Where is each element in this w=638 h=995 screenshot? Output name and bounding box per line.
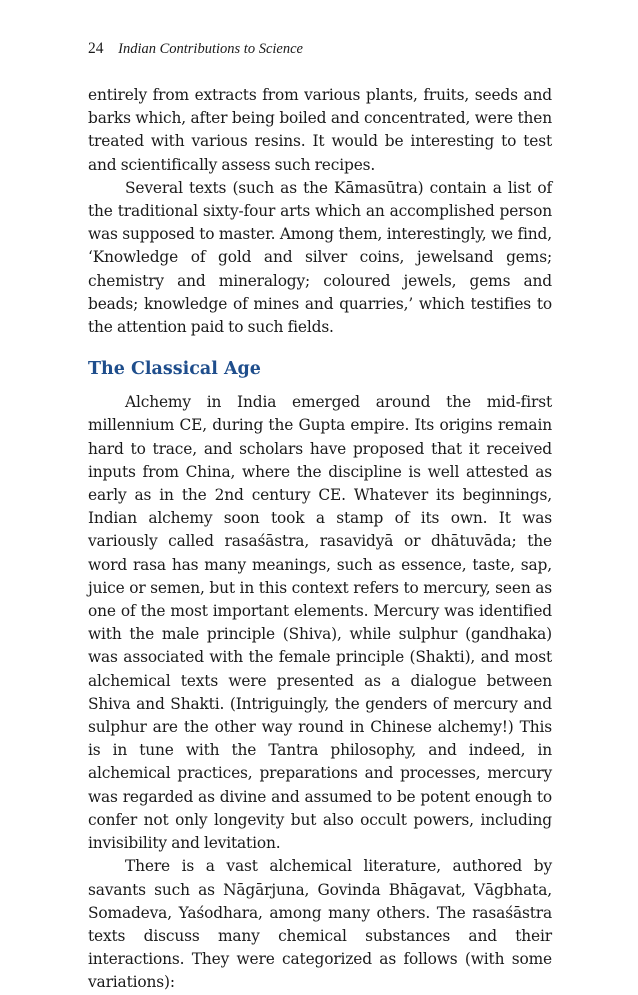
paragraph-alchemical-literature: There is a vast alchemical literature, authored by savants such as Nāgārjuna, Govinda Bhāgavat, Vāgbhata, Somadeva, Yaśodhara, among many others. The rasaśāstra texts discuss many chemical substances and their interactions. They were categorized as follows (with some variations):: [88, 857, 552, 992]
running-title: Indian Contributions to Science: [118, 41, 303, 57]
paragraph-sixty-four-arts: Several texts (such as the Kāmasūtra) contain a list of the traditional sixty-four arts which an accomplished person was supposed to master. Among them, interestingly, we find, ‘Knowledge of gold and silver coins, jewelsand gems; chemistry and mineralogy; coloured jewels, gems and beads; knowledge of mines and quarries,’ which testifies to the attention paid to such fields.: [88, 178, 552, 337]
section-heading: The Classical Age: [88, 359, 261, 380]
running-header: [88, 40, 303, 58]
paragraph-alchemy-origins: Alchemy in India emerged around the mid-first millennium CE, during the Gupta empire. Its origins remain hard to trace, and scholars have proposed that it received inputs from China, where the discipline is well attested as early as in the 2nd century CE. Whatever its beginnings, Indian alchemy soon took a stamp of its own. It was variously called rasaśāstra, rasavidyā or dhātuvāda; the word rasa has many meanings, such as essence, taste, sap, juice or semen, but in this context refers to mercury, seen as one of the most important elements. Mercury was identified with the male principle (Shiva), while sulphur (gandhaka) was associated with the female principle (Shakti), and most alchemical texts were presented as a dialogue between Shiva and Shakti. (Intriguingly, the genders of mercury and sulphur are the other way round in Chinese alchemy!) This is in tune with the Tantra philosophy, and indeed, in alchemical practices, preparations and processes, mercury was regarded as divine and assumed to be potent enough to confer not only longevity but also occult powers, including invisibility and levitation.: [88, 393, 552, 853]
paragraph-continued: entirely from extracts from various plants, fruits, seeds and barks which, after being boiled and concentrated, were then treated with various resins. It would be interesting to test and scientifically assess such recipes.: [88, 86, 552, 174]
body-text: [88, 84, 552, 995]
page-number: 24: [88, 40, 104, 57]
